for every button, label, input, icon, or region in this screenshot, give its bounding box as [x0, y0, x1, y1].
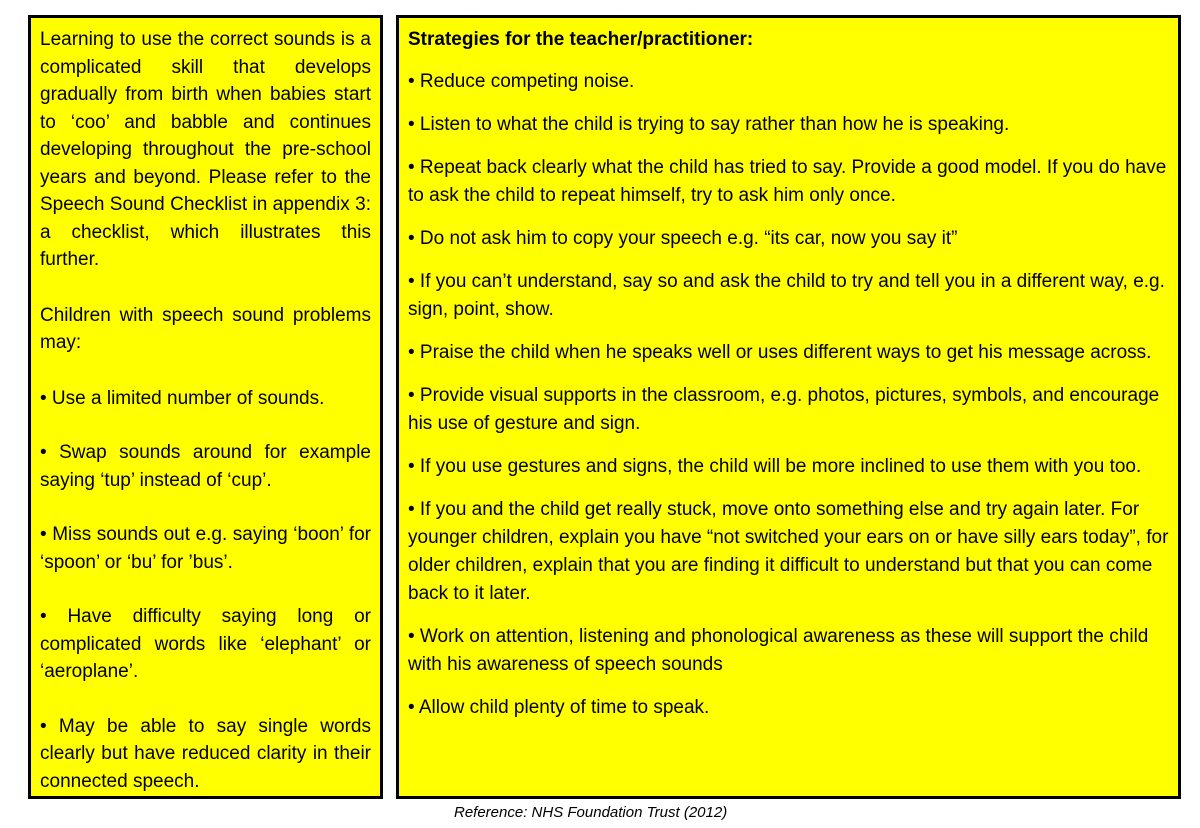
- problem-item: • Swap sounds around for example saying ‘tup’ instead of ‘cup’.: [40, 442, 371, 491]
- strategy-item: • Praise the child when he speaks well or uses different ways to get his message across.: [408, 342, 1152, 363]
- info-text-block: [40, 26, 371, 795]
- problem-item: • Use a limited number of sounds.: [40, 387, 325, 409]
- strategy-item: • If you and the child get really stuck, move onto something else and try again later. For younger children, explain you have “not switched your ears on or have silly ears today”, for older children, explain that you are finding it difficult to understand but that you can come back to it later.: [408, 499, 1169, 604]
- strategies-panel: [396, 15, 1181, 799]
- problems-heading: Children with speech sound problems may:: [40, 304, 371, 353]
- problem-item: • May be able to say single words clearly but have reduced clarity in their connected speech.: [40, 715, 371, 792]
- strategy-item: • Provide visual supports in the classroom, e.g. photos, pictures, symbols, and encourage his use of gesture and sign.: [408, 385, 1160, 434]
- speech-sounds-info-panel: [28, 15, 383, 799]
- strategy-item: • Listen to what the child is trying to say rather than how he is speaking.: [408, 114, 1010, 135]
- strategy-item: • Do not ask him to copy your speech e.g. “its car, now you say it”: [408, 228, 958, 249]
- strategy-item: • If you can’t understand, say so and ask the child to try and tell you in a different way, e.g. sign, point, show.: [408, 271, 1165, 320]
- problem-item: • Have difficulty saying long or complicated words like ‘elephant’ or ‘aeroplane’.: [40, 606, 371, 682]
- strategy-item: • Reduce competing noise.: [408, 71, 635, 92]
- strategy-item: • Repeat back clearly what the child has tried to say. Provide a good model. If you do have to ask the child to repeat himself, try to ask him only once.: [408, 157, 1167, 206]
- reference-citation: Reference: NHS Foundation Trust (2012): [454, 804, 728, 821]
- strategy-item: • Work on attention, listening and phonological awareness as these will support the child with his awareness of speech sounds: [408, 626, 1149, 675]
- strategy-item: • If you use gestures and signs, the child will be more inclined to use them with you too.: [408, 456, 1142, 477]
- strategy-item: • Allow child plenty of time to speak.: [408, 697, 710, 718]
- intro-paragraph: Learning to use the correct sounds is a complicated skill that develops gradually from birth when babies start to ‘coo’ and babble and continues developing throughout the pre-school years and beyond. Please refer to the Speech Sound Checklist in appendix 3: a checklist, which illustrates this further.: [40, 29, 371, 270]
- problem-item: • Miss sounds out e.g. saying ‘boon’ for ‘spoon’ or ‘bu’ for ’bus’.: [40, 524, 371, 573]
- strategies-title: Strategies for the teacher/practitioner:: [408, 29, 754, 50]
